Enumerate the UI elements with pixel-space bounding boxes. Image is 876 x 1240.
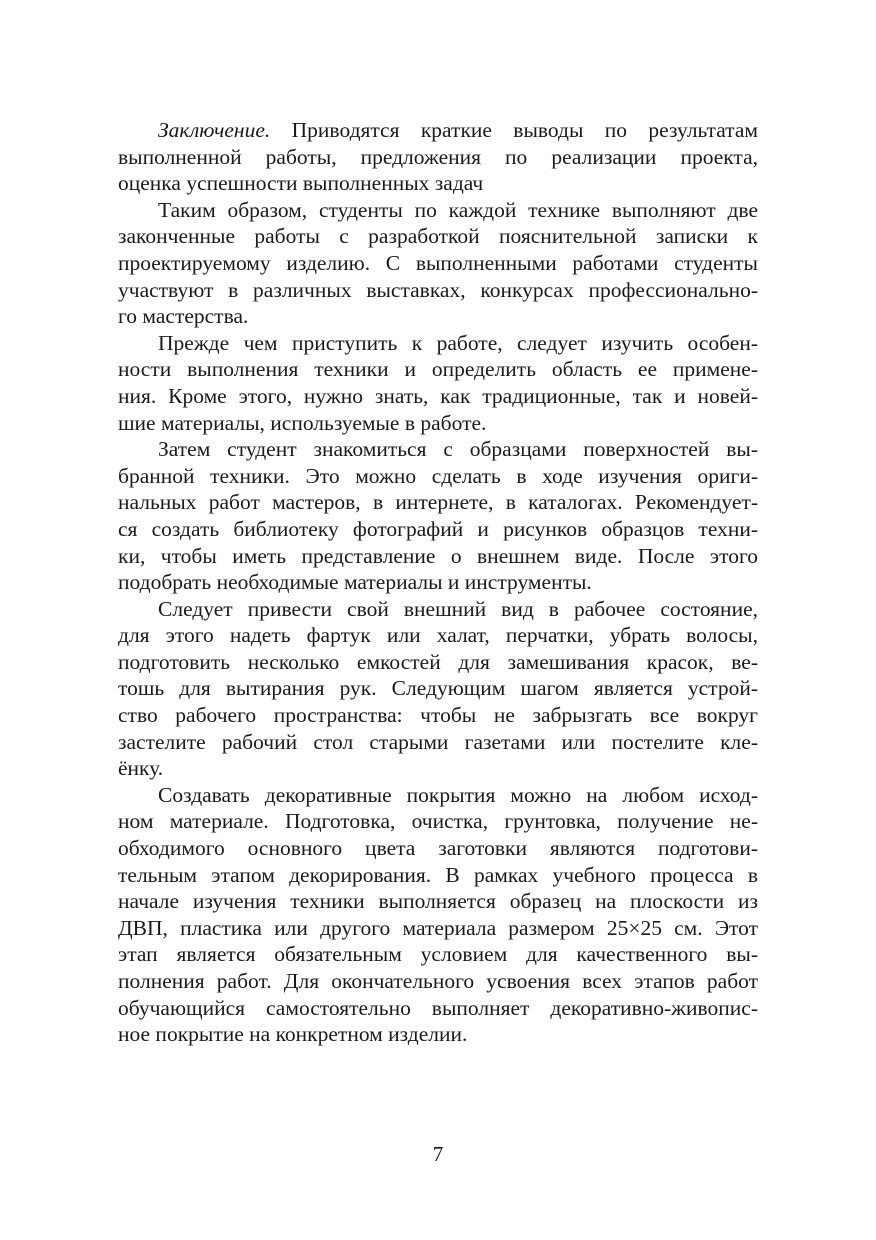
line-text: участвуют в различных выставках, конкурсах профессионально-	[118, 277, 758, 302]
line-text: бранной техники. Это можно сделать в ходе изучения ориги-	[118, 463, 758, 488]
text-line	[118, 410, 758, 437]
line-text: законченные работы с разработкой пояснительной записки к	[118, 224, 758, 249]
line-text: Следует привести свой внешний вид в рабочее состояние,	[158, 596, 758, 621]
line-text: подобрать необходимые материалы и инструменты.	[118, 570, 592, 595]
line-text: ное покрытие на конкретном изделии.	[118, 1022, 468, 1047]
text-line	[118, 569, 758, 596]
line-text: выполненной работы, предложения по реализации проекта,	[118, 144, 758, 169]
line-text: подготовить несколько емкостей для замешивания красок, ве-	[118, 649, 758, 674]
paragraph	[118, 117, 758, 197]
line-text: для этого надеть фартук или халат, перчатки, убрать волосы,	[118, 623, 758, 648]
text-line	[118, 516, 758, 543]
paragraph	[118, 782, 758, 1048]
line-text: проектируемому изделию. С выполненными работами студенты	[118, 250, 758, 275]
text-line	[118, 223, 758, 250]
text-line	[118, 755, 758, 782]
paragraph	[118, 436, 758, 596]
line-text: начале изучения техники выполняется образец на плоскости из	[118, 889, 758, 914]
text-line	[118, 170, 758, 197]
text-line	[118, 888, 758, 915]
text-line	[118, 489, 758, 516]
line-text: ния. Кроме этого, нужно знать, как традиционные, так и новей-	[118, 383, 758, 408]
line-text: шие материалы, используемые в работе.	[118, 410, 487, 435]
line-text: обходимого основного цвета заготовки являются подготови-	[118, 836, 758, 861]
line-text: нальных работ мастеров, в интернете, в каталогах. Рекомендует-	[118, 490, 758, 515]
text-line	[118, 995, 758, 1022]
text-line	[118, 729, 758, 756]
text-line	[118, 941, 758, 968]
text-line	[118, 808, 758, 835]
text-line	[118, 436, 758, 463]
line-text: ном материале. Подготовка, очистка, грунтовка, получение не-	[118, 809, 758, 834]
text-line	[118, 1021, 758, 1048]
text-line	[118, 782, 758, 809]
italic-lead-in: Заключение.	[158, 118, 271, 142]
body-text	[118, 117, 758, 1048]
text-line	[118, 463, 758, 490]
line-text: ДВП, пластика или другого материала размером 25×25 см. Этот	[118, 915, 758, 940]
text-line	[118, 596, 758, 623]
line-text: обучающийся самостоятельно выполняет декоративно-живопис-	[118, 995, 758, 1020]
line-text: Приводятся краткие выводы по результатам	[270, 118, 758, 142]
text-line	[118, 835, 758, 862]
line-text: Создавать декоративные покрытия можно на любом исход-	[158, 782, 758, 807]
text-line	[118, 702, 758, 729]
line-text: застелите рабочий стол старыми газетами или постелите кле-	[118, 729, 758, 754]
line-text: Прежде чем приступить к работе, следует изучить особен-	[158, 330, 758, 355]
text-line	[118, 675, 758, 702]
line-text: ности выполнения техники и определить область ее примене-	[118, 357, 758, 382]
text-line	[118, 303, 758, 330]
text-line	[118, 144, 758, 171]
text-line	[118, 968, 758, 995]
line-text: тошь для вытирания рук. Следующим шагом является устрой-	[118, 676, 758, 701]
line-text: полнения работ. Для окончательного усвоения всех этапов работ	[118, 969, 758, 993]
text-line	[118, 356, 758, 383]
text-line	[118, 915, 758, 942]
line-text: Таким образом, студенты по каждой технике выполняют две	[158, 197, 758, 222]
text-line	[118, 250, 758, 277]
text-line	[118, 649, 758, 676]
page-number: 7	[432, 1142, 444, 1166]
line-text: ся создать библиотеку фотографий и рисунков образцов техни-	[118, 516, 758, 541]
text-line	[118, 622, 758, 649]
text-line	[118, 862, 758, 889]
line-text: оценка успешности выполненных задач	[118, 171, 484, 196]
line-text: ёнку.	[118, 756, 164, 781]
paragraph	[118, 197, 758, 330]
line-text: ки, чтобы иметь представление о внешнем виде. После этого	[118, 543, 758, 568]
line-text: го мастерства.	[118, 304, 249, 329]
text-line	[118, 277, 758, 304]
text-line	[118, 330, 758, 357]
text-line	[118, 117, 758, 144]
line-text: Затем студент знакомиться с образцами поверхностей вы-	[158, 437, 758, 462]
text-line	[118, 383, 758, 410]
text-line	[118, 543, 758, 570]
paragraph	[118, 596, 758, 782]
text-line	[118, 197, 758, 224]
line-text: этап является обязательным условием для качественного вы-	[118, 942, 758, 967]
line-text: ство рабочего пространства: чтобы не забрызгать все вокруг	[118, 703, 758, 728]
line-text: тельным этапом декорирования. В рамках учебного процесса в	[118, 862, 758, 887]
paragraph	[118, 330, 758, 436]
